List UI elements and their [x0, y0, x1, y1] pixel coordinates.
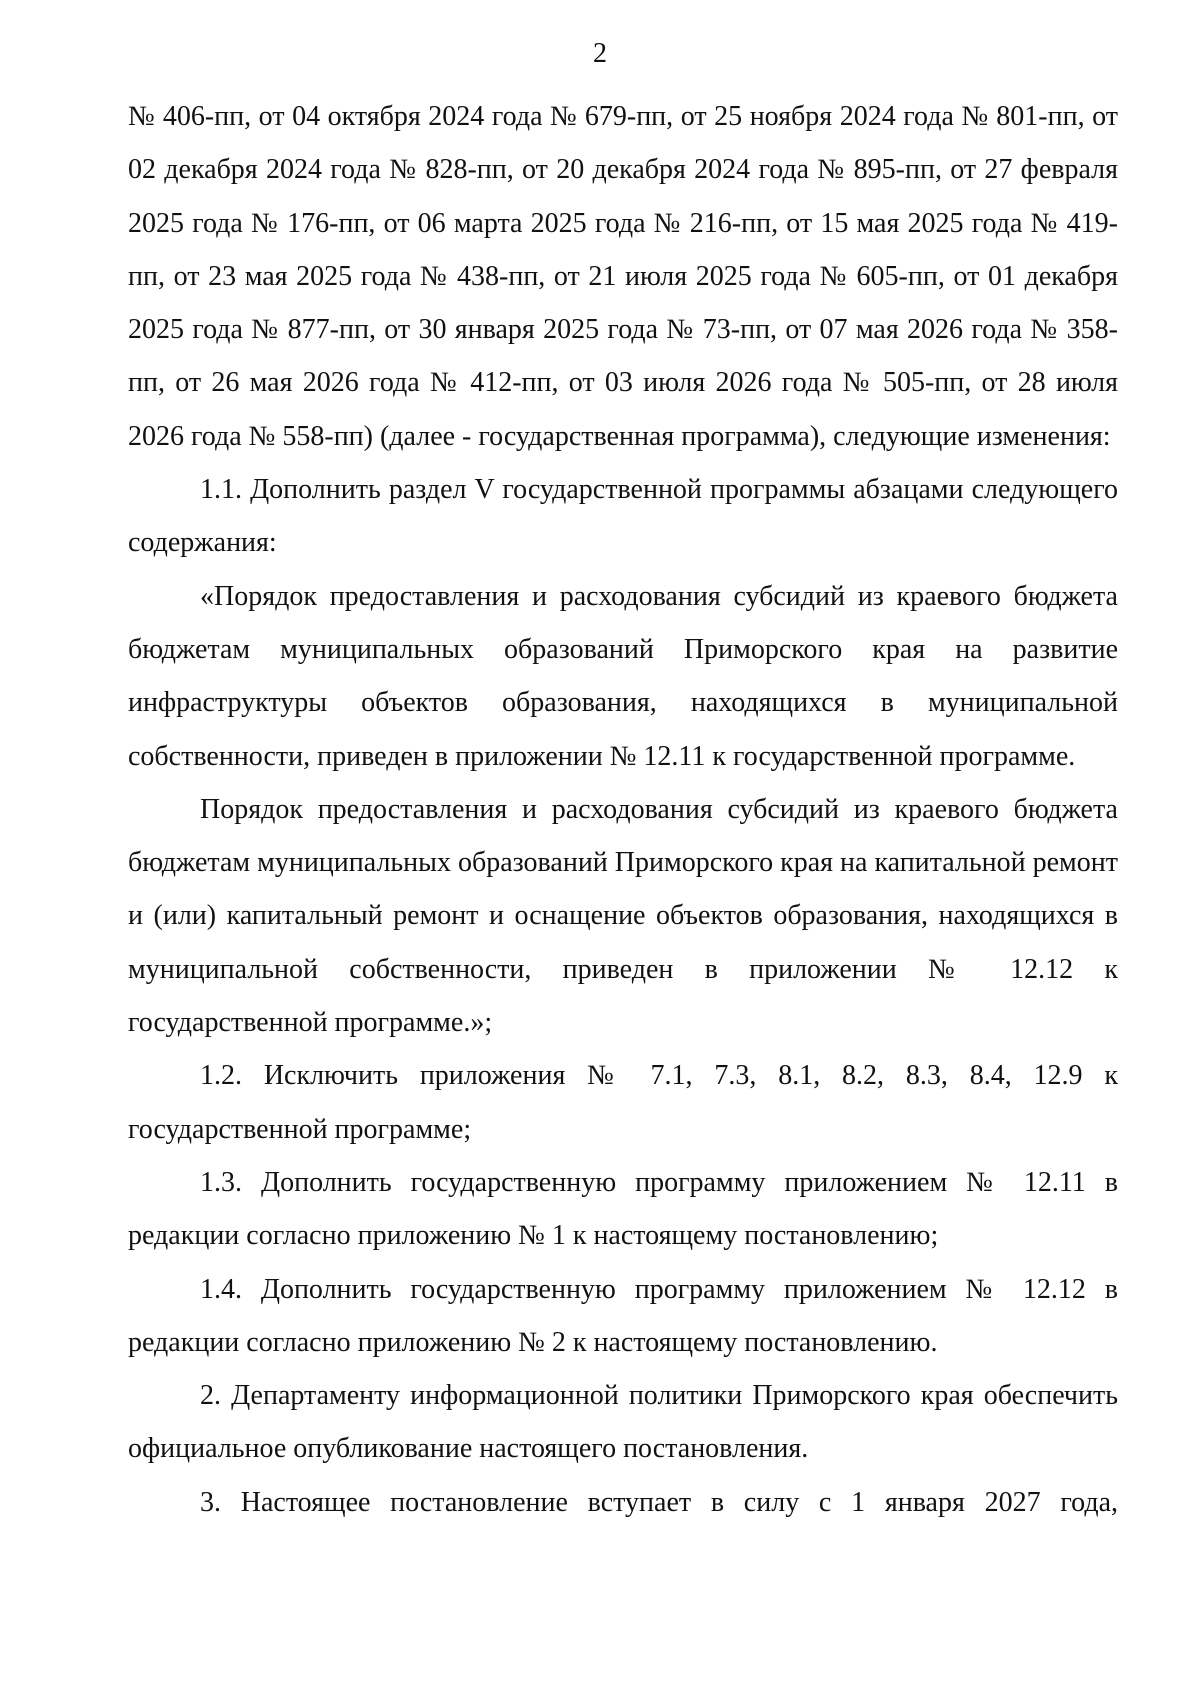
paragraph-1-3: 1.3. Дополнить государственную программу приложением № 12.11 в редакции согласно приложению № 1 к настоящему постановлению;	[128, 1166, 1118, 1252]
paragraph-amendments-list: № 406-пп, от 04 октября 2024 года № 679-пп, от 25 ноября 2024 года № 801-пп, от 02 декабря 2024 года № 828-пп, от 20 декабря 2024 года № 895-пп, от 27 февраля 2025 года № 176-пп, от 06 марта 2025 года № 216-пп, от 15 мая 2025 года № 419-пп, от 23 мая 2025 года № 438-пп, от 21 июля 2025 года № 605-пп, от 01 декабря 2025 года № 877-пп, от 30 января 2025 года № 73-пп, от 07 мая 2026 года № 358-пп, от 26 мая 2026 года № 412-пп, от 03 июля 2026 года № 505-пп, от 28 июля 2026 года № 558-пп) (далее - государственная программа), следующие изменения:	[128, 101, 1118, 452]
paragraph-1-4: 1.4. Дополнить государственную программу приложением № 12.12 в редакции согласно приложению № 2 к настоящему постановлению.	[128, 1273, 1118, 1358]
page-number: 2	[593, 38, 607, 69]
paragraph-2: 2. Департаменту информационной политики Приморского края обеспечить официальное опубликование настоящего постановления.	[128, 1380, 1118, 1465]
paragraph-1-1: 1.1. Дополнить раздел V государственной программы абзацами следующего содержания:	[128, 474, 1118, 559]
document-body	[128, 90, 1118, 1529]
paragraph-quote-repair: Порядок предоставления и расходования субсидий из краевого бюджета бюджетам муниципальных образований Приморского края на капитальной ремонт и (или) капитальный ремонт и оснащение объектов образования, находящихся в муниципальной собственности, приведен в приложении № 12.12 к государственной программе.»;	[128, 793, 1118, 1039]
paragraph-quote-infrastructure: «Порядок предоставления и расходования субсидий из краевого бюджета бюджетам муниципальных образований Приморского края на развитие инфраструктуры объектов образования, находящихся в муниципальной собственности, приведен в приложении № 12.11 к государственной программе.	[128, 580, 1118, 772]
paragraph-1-2: 1.2. Исключить приложения № 7.1, 7.3, 8.1, 8.2, 8.3, 8.4, 12.9 к государственной программе;	[128, 1060, 1118, 1145]
paragraph-3: 3. Настоящее постановление вступает в силу с 1 января 2027 года,	[200, 1486, 1118, 1518]
